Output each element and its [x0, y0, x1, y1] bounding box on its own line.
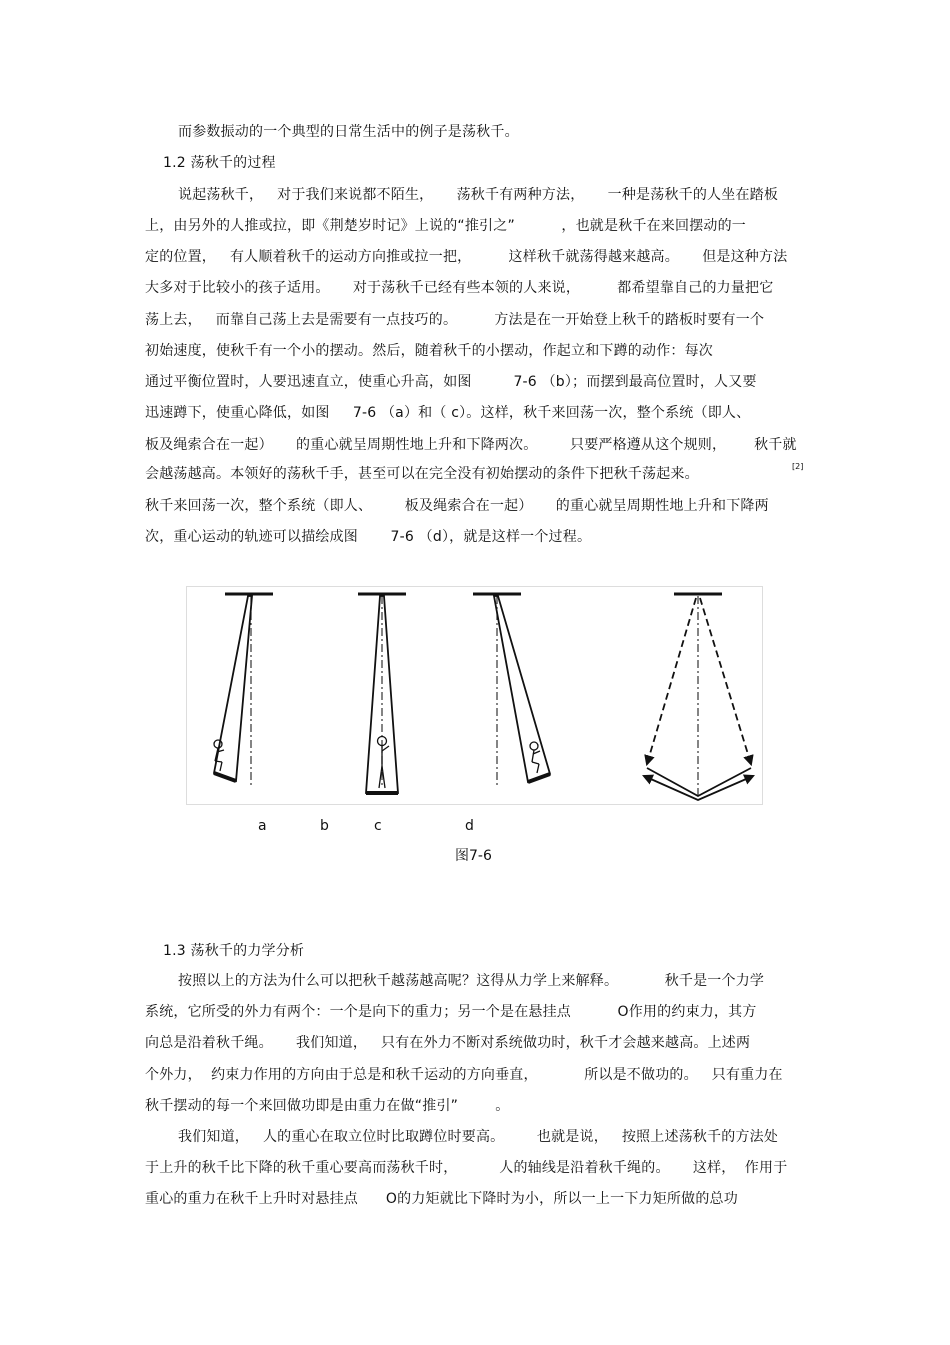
paragraph-line: 迅速蹲下，使重心降低，如图 7-6 （a）和（ c）。这样，秋千来回荡一次，整个系统（即人、: [145, 405, 751, 421]
left-rope-arrow: [647, 598, 696, 764]
paragraph-line: 初始速度，使秋千有一个小的摆动。然后，随着秋千的小摆动，作起立和下蹲的动作：每次: [145, 343, 713, 359]
figure-border: [187, 587, 763, 805]
paragraph-line: 说起荡秋千， 对于我们来说都不陌生， 荡秋千有两种方法， 一种是荡秋千的人坐在踏板: [178, 187, 779, 203]
panel-c-swing: [473, 594, 550, 786]
panel-d-trajectory: [644, 594, 753, 800]
swing-ropes: [494, 596, 550, 782]
right-rope-arrow: [700, 598, 751, 764]
person-standing-icon: [378, 737, 390, 789]
paragraph-line: 我们知道， 人的重心在取立位时比取蹲位时要高。 也就是说， 按照上述荡秋千的方法处: [178, 1129, 779, 1145]
swing-ropes: [214, 596, 252, 781]
center-of-mass-path: [647, 768, 751, 796]
paragraph-line: 通过平衡位置时，人要迅速直立，使重心升高，如图 7-6 （b）；而摆到最高位置时，人又要: [145, 374, 757, 390]
paragraph-line: 定的位置， 有人顺着秋千的运动方向推或拉一把， 这样秋千就荡得越来越高。 但是这种方法: [145, 249, 788, 265]
paragraph-line: 个外力， 约束力作用的方向由于总是和秋千运动的方向垂直， 所以是不做功的。 只有重力在: [145, 1067, 783, 1083]
swing-seat: [214, 773, 236, 781]
paragraph-line: 板及绳索合在一起） 的重心就呈周期性地上升和下降两次。 只要严格遵从这个规则， 秋千就: [145, 437, 797, 453]
paragraph-line: 系统，它所受的外力有两个：一个是向下的重力；另一个是在悬挂点 O作用的约束力，其方: [145, 1004, 757, 1020]
paragraph-line: 大多对于比较小的孩子适用。 对于荡秋千已经有些本领的人来说， 都希望靠自己的力量把它: [145, 280, 774, 296]
paragraph-line: 于上升的秋千比下降的秋千重心要高而荡秋千时， 人的轴线是沿着秋千绳的。 这样， 作用于: [145, 1160, 788, 1176]
paragraph-line: 秋千来回荡一次，整个系统（即人、 板及绳索合在一起） 的重心就呈周期性地上升和下降两: [145, 498, 769, 514]
intro-line: 而参数振动的一个典型的日常生活中的例子是荡秋千。: [178, 124, 519, 140]
swing-figure: [186, 586, 764, 806]
label-b: b: [320, 818, 329, 834]
citation-marker: [2]: [792, 462, 804, 471]
paragraph-line: 向总是沿着秋千绳。 我们知道， 只有在外力不断对系统做功时，秋千才会越来越高。上述两: [145, 1035, 751, 1051]
figure-caption: 图7-6: [455, 848, 492, 864]
paragraph-line: 上，由另外的人推或拉，即《荆楚岁时记》上说的“推引之” ，也就是秋千在来回摆动的一: [145, 218, 747, 234]
panel-b-swing: [358, 594, 406, 793]
section-heading: 1.2 荡秋千的过程: [163, 155, 276, 171]
paragraph-line: 荡上去， 而靠自己荡上去是需要有一点技巧的。 方法是在一开始登上秋千的踏板时要有一个: [145, 312, 765, 328]
section-heading: 1.3 荡秋千的力学分析: [163, 943, 305, 959]
paragraph-line: 秋千摆动的每一个来回做功即是由重力在做“推引” 。: [145, 1098, 510, 1114]
paragraph-line: 次，重心运动的轨迹可以描绘成图 7-6 （d），就是这样一个过程。: [145, 529, 592, 545]
swing-seat: [528, 774, 550, 782]
label-d: d: [465, 818, 474, 834]
person-squatting-icon: [530, 742, 540, 773]
paragraph-line: 按照以上的方法为什么可以把秋千越荡越高呢？这得从力学上来解释。 秋千是一个力学: [178, 973, 765, 989]
paragraph-line: 会越荡越高。本领好的荡秋千手，甚至可以在完全没有初始摆动的条件下把秋千荡起来。: [145, 466, 699, 482]
label-c: c: [374, 818, 382, 834]
panel-a-swing: [214, 594, 273, 786]
paragraph-line: 重心的重力在秋千上升时对悬挂点 O的力矩就比下降时为小，所以一上一下力矩所做的总功: [145, 1191, 738, 1207]
label-a: a: [258, 818, 267, 834]
